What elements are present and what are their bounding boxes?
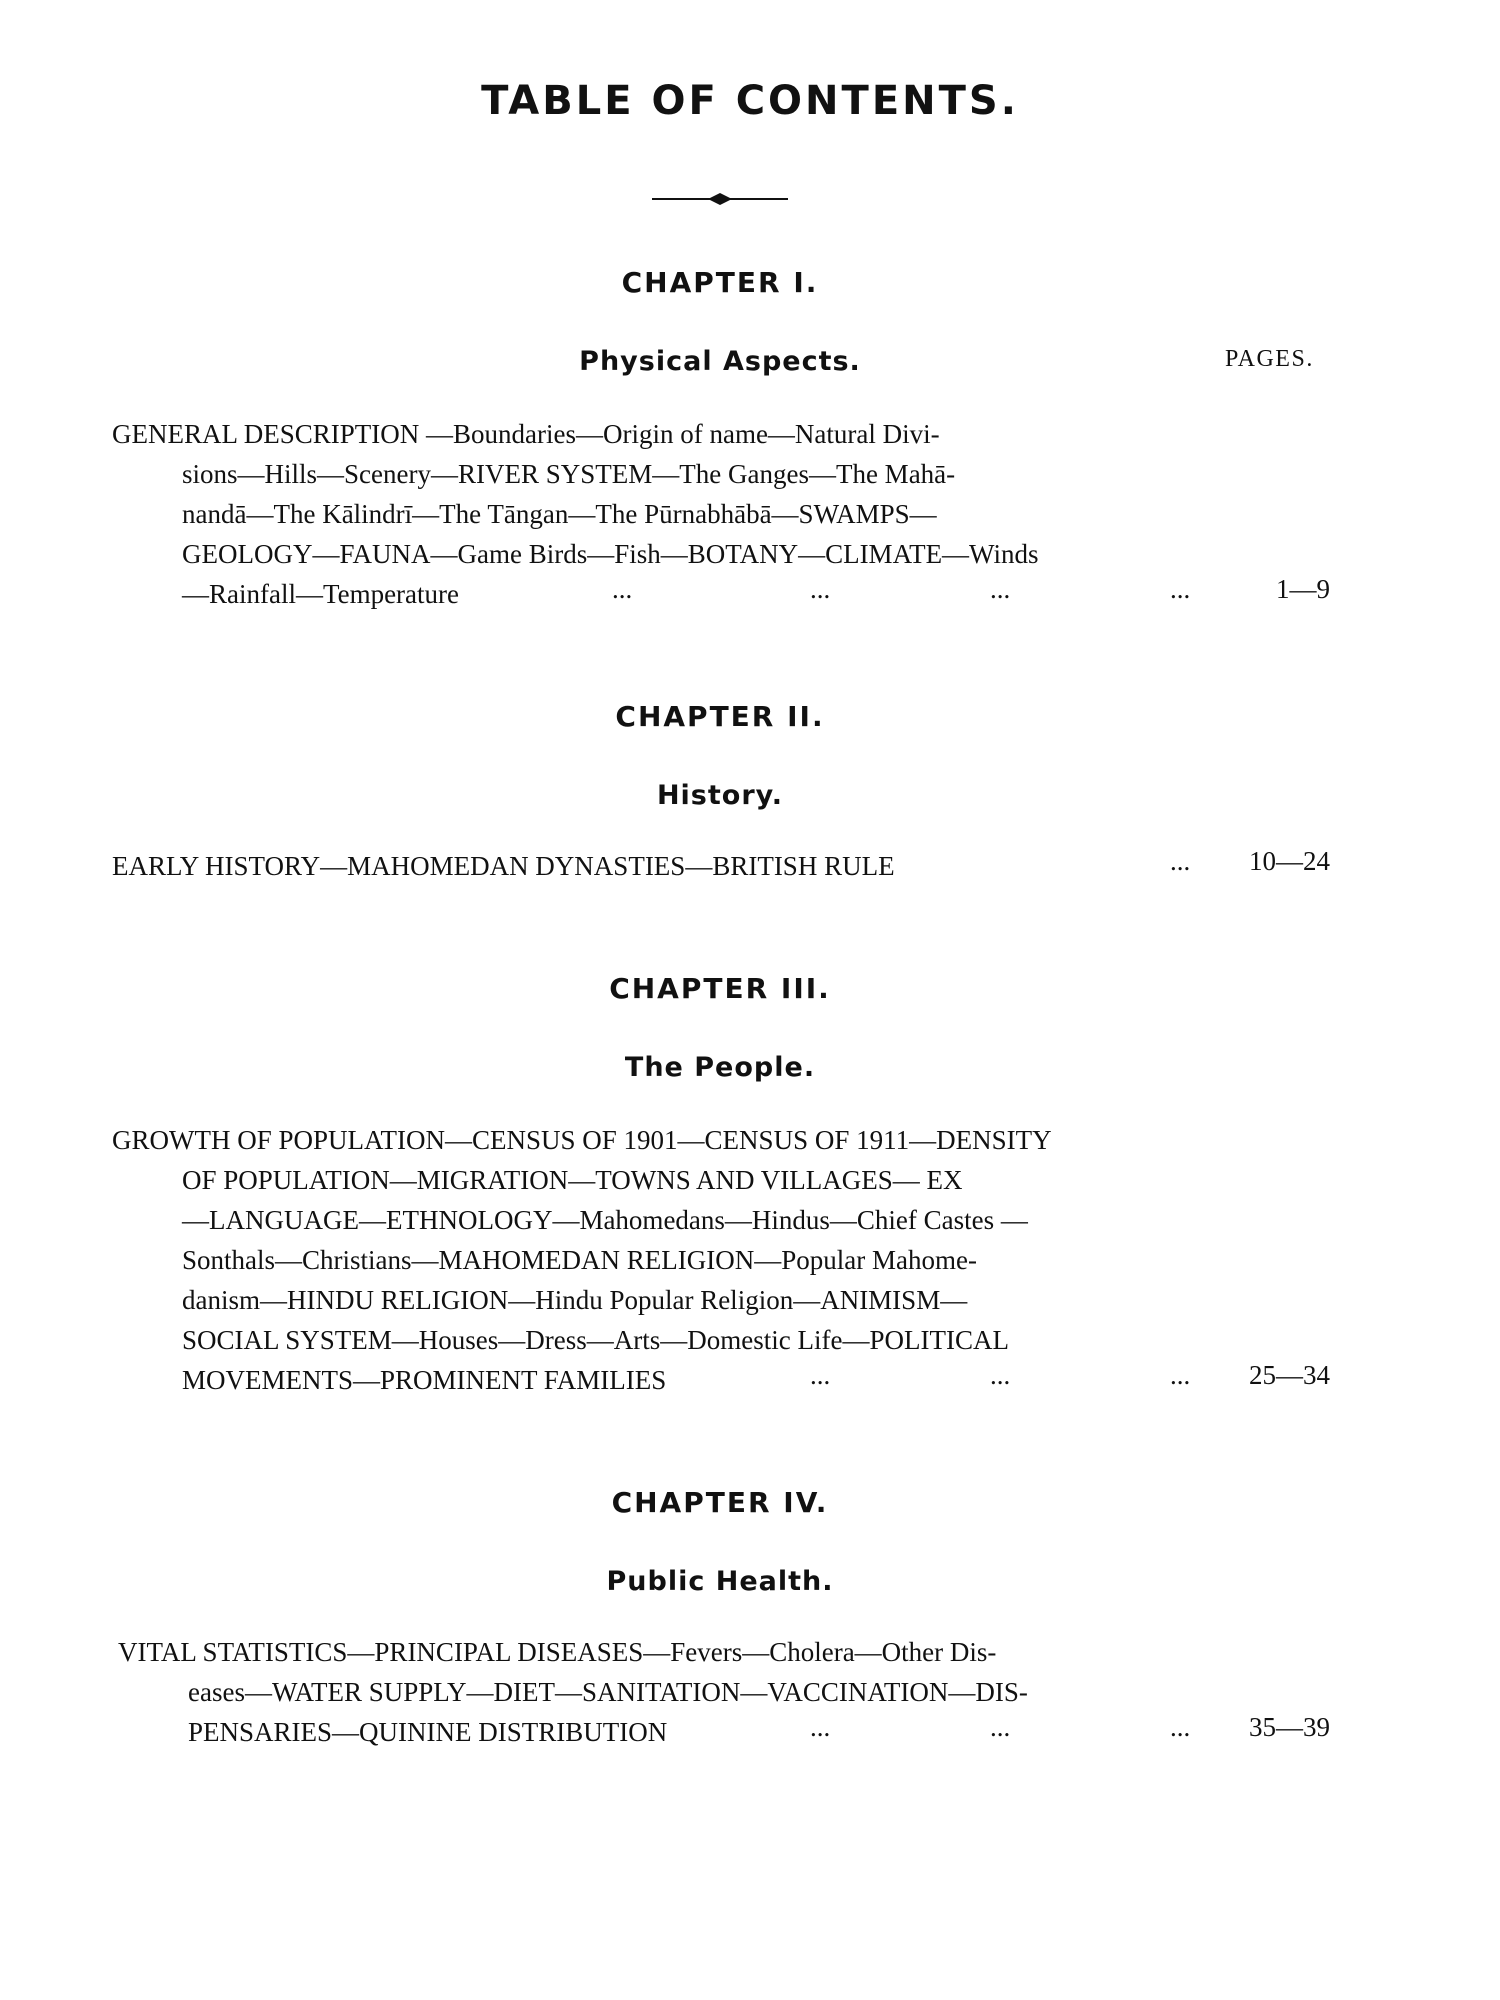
chapter-1-page-range: 1—9 — [1276, 574, 1330, 604]
leader-dots: ... — [810, 1712, 831, 1742]
leader-dots: ... — [810, 574, 831, 604]
divider-ornament — [652, 192, 788, 206]
leader-dots: ... — [612, 574, 633, 604]
chapter-1-contents — [112, 414, 1038, 614]
chapter-3-contents — [112, 1120, 1052, 1400]
contents-line: —LANGUAGE—ETHNOLOGY—Mahomedans—Hindus—Chief Castes — — [182, 1205, 1028, 1235]
chapter-1-heading: CHAPTER I. — [621, 266, 819, 299]
leader-dots: ... — [990, 1712, 1011, 1742]
leader-dots: ... — [1170, 846, 1191, 876]
contents-line: GENERAL DESCRIPTION —Boundaries—Origin of name—Natural Divi- — [112, 419, 940, 449]
contents-line: Sonthals—Christians—MAHOMEDAN RELIGION—Popular Mahome- — [182, 1245, 977, 1275]
contents-line: —Rainfall—Temperature — [182, 579, 460, 609]
chapter-2-page-range: 10—24 — [1249, 846, 1330, 876]
contents-line: MOVEMENTS—PROMINENT FAMILIES — [182, 1365, 667, 1395]
leader-dots: ... — [990, 1360, 1011, 1390]
chapter-4-heading: CHAPTER IV. — [611, 1486, 829, 1519]
contents-line: eases—WATER SUPPLY—DIET—SANITATION—VACCINATION—DIS- — [188, 1677, 1028, 1707]
contents-line: EARLY HISTORY—MAHOMEDAN DYNASTIES—BRITISH RULE — [112, 851, 895, 881]
contents-line: VITAL STATISTICS—PRINCIPAL DISEASES—Fevers—Cholera—Other Dis- — [118, 1637, 997, 1667]
contents-line: GROWTH OF POPULATION—CENSUS OF 1901—CENSUS OF 1911—DENSITY — [112, 1125, 1052, 1155]
chapter-4-subtitle: Public Health. — [606, 1566, 834, 1597]
chapter-1-subtitle: Physical Aspects. — [579, 346, 861, 377]
chapter-2-contents — [112, 846, 895, 886]
chapter-2-heading: CHAPTER II. — [615, 700, 825, 733]
chapter-3-subtitle: The People. — [624, 1052, 816, 1083]
page-title: TABLE OF CONTENTS. — [481, 78, 1019, 124]
contents-line: PENSARIES—QUININE DISTRIBUTION — [188, 1717, 668, 1747]
pages-column-label: PAGES. — [1225, 346, 1314, 372]
contents-line: sions—Hills—Scenery—RIVER SYSTEM—The Ganges—The Mahā- — [182, 459, 956, 489]
contents-line: OF POPULATION—MIGRATION—TOWNS AND VILLAGES— EX — [182, 1165, 963, 1195]
contents-line: nandā—The Kālindrī—The Tāngan—The Pūrnabhābā—SWAMPS— — [182, 499, 937, 529]
chapter-4-page-range: 35—39 — [1249, 1712, 1330, 1742]
leader-dots: ... — [1170, 1712, 1191, 1742]
contents-line: GEOLOGY—FAUNA—Game Birds—Fish—BOTANY—CLIMATE—Winds — [182, 539, 1039, 569]
leader-dots: ... — [810, 1360, 831, 1390]
chapter-4-contents — [118, 1632, 1028, 1752]
chapter-3-page-range: 25—34 — [1249, 1360, 1330, 1390]
contents-line: danism—HINDU RELIGION—Hindu Popular Religion—ANIMISM— — [182, 1285, 968, 1315]
leader-dots: ... — [1170, 1360, 1191, 1390]
leader-dots: ... — [1170, 574, 1191, 604]
leader-dots: ... — [990, 574, 1011, 604]
contents-line: SOCIAL SYSTEM—Houses—Dress—Arts—Domestic Life—POLITICAL — [182, 1325, 1009, 1355]
chapter-3-heading: CHAPTER III. — [609, 972, 831, 1005]
chapter-2-subtitle: History. — [656, 780, 784, 811]
